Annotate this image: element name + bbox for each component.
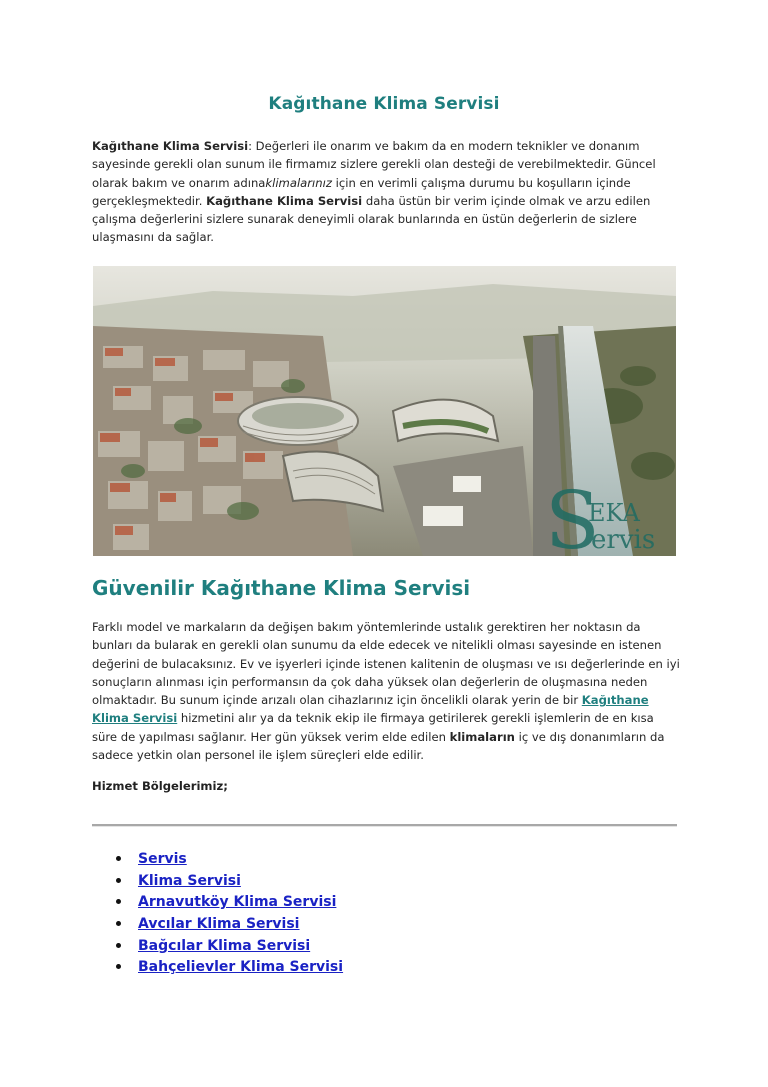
divider <box>92 824 677 827</box>
list-item <box>112 935 343 957</box>
bullet-icon <box>116 856 121 861</box>
intro-italic: klimalarınız <box>265 175 332 190</box>
link-avcilar[interactable]: Avcılar Klima Servisi <box>138 916 300 933</box>
logo-line-1: EKA <box>588 499 640 527</box>
body-paragraph <box>92 618 682 764</box>
bullet-icon <box>116 878 121 883</box>
list-item <box>112 913 343 935</box>
bullet-icon <box>116 921 121 926</box>
section-heading: Güvenilir Kağıthane Klima Servisi <box>92 576 471 600</box>
list-item <box>112 848 343 870</box>
list-item <box>112 891 343 913</box>
body-bold: klimaların <box>449 729 515 744</box>
region-links-list <box>112 848 343 978</box>
body-text-b: hizmetini alır ya da teknik ekip ile firmaya getirilerek gerekli işlemlerin de en kısa süre de yapılması sağlanır. Her gün yüksek verim elde edilen <box>92 711 654 744</box>
logo-line-2: ervis <box>591 525 656 555</box>
link-bagcilar[interactable]: Bağcılar Klima Servisi <box>138 937 311 954</box>
link-klima-servisi[interactable]: Klima Servisi <box>138 872 241 889</box>
list-item <box>112 956 343 978</box>
aerial-city-photo <box>93 266 676 556</box>
bullet-icon <box>116 899 121 904</box>
intro-text-b: için en verimli çalışma durumu bu koşulların içinde gerçekleşmektedir. <box>92 175 631 208</box>
brand-name: Kağıthane Klima Servisi <box>92 139 249 153</box>
intro-text-a: : Değerleri ile onarım ve bakım da en modern teknikler ve donanım sayesinde gerekli olan sunum ile firmamız sizlere gerekli olan desteği de verebilmektedir. Güncel olarak bakım ve onarım adına <box>92 139 656 190</box>
page-title: Kağıthane Klima Servisi <box>268 94 500 114</box>
kagithane-service-link[interactable]: Kağıthane Klima Servisi <box>92 693 649 726</box>
body-text-a: Farklı model ve markaların da değişen bakım yöntemlerinde ustalık gerektiren her noktasın da bunları da bularak en gerekli olan sunumu da elde edecek ve nitelikli olması sayesinde en istenen değerini de bulacaksınız. Ev ve işyerleri içinde istenen kalitenin de oluşması ve ısı değerlerinde en iyi sonuçların alınması için performansın da çok daha yüksek olan değerlerin de oluşmasına neden olmaktadır. Bu sunum içinde arızalı olan cihazlarınız için öncelikli olarak yerin de bir <box>92 620 680 708</box>
bullet-icon <box>116 943 121 948</box>
bullet-icon <box>116 964 121 969</box>
regions-label: Hizmet Bölgelerimiz; <box>92 779 228 793</box>
list-item <box>112 870 343 892</box>
link-bahcelievler[interactable]: Bahçelievler Klima Servisi <box>138 959 344 976</box>
intro-text-c: daha üstün bir verim içinde olmak ve arzu edilen çalışma değerlerini sizlere sunarak deneyimli olarak bunlarında en üstün değerlerin de sizlere ulaşmasını da sağlar. <box>92 193 651 245</box>
intro-paragraph <box>92 137 682 247</box>
body-text-c: iç ve dış donanımların da sadece yetkin olan personel ile işlem süreçleri elde edilir. <box>92 729 665 763</box>
link-servis[interactable]: Servis <box>138 851 187 867</box>
logo-s-letter: S <box>545 474 600 556</box>
brand-name-2: Kağıthane Klima Servisi <box>206 193 363 208</box>
link-arnavutkoy[interactable]: Arnavutköy Klima Servisi <box>138 894 337 911</box>
